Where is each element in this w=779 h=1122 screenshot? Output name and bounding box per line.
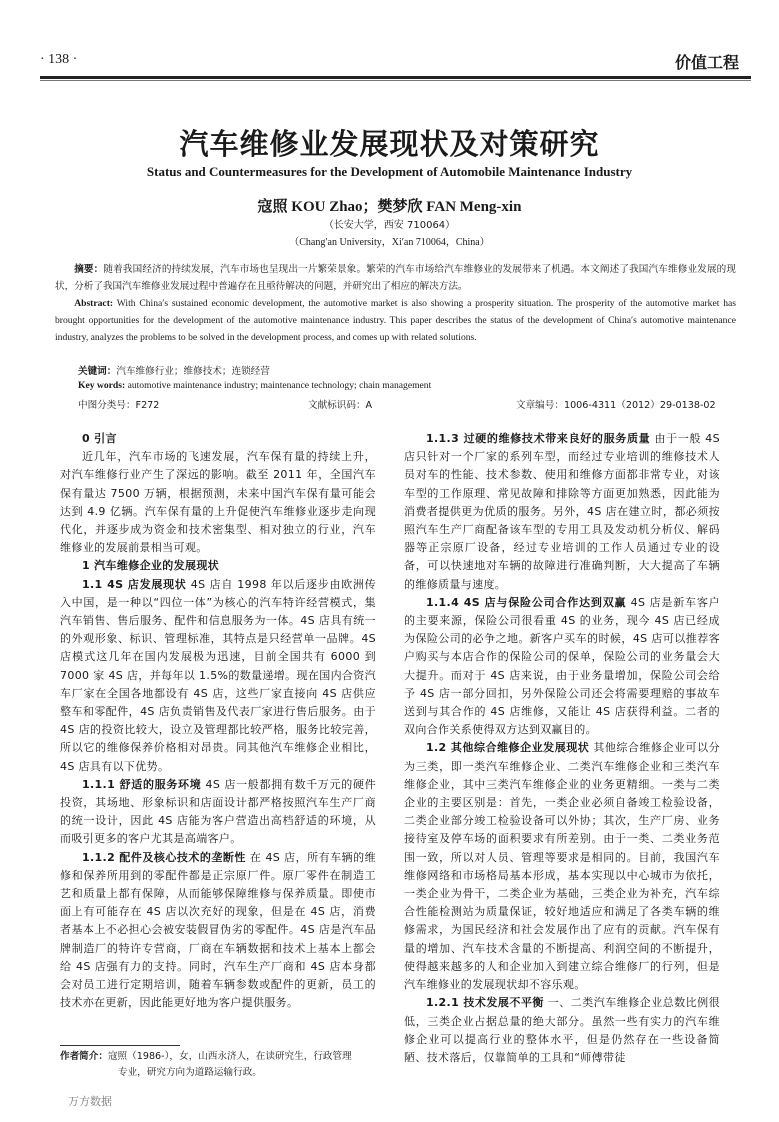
paragraph-text: 4S 店一般都拥有数千万元的硬件投资，其场地、形象标识和店面设计都严格按照汽车生产厂商的统一设计，因此 4S 店能为客户营造出高档舒适的环境，从而吸引更多的客户尤其是高端客户。	[60, 777, 376, 846]
subsection-heading: 1.1.1 舒适的服务环境	[82, 777, 202, 791]
page-number: · 138 ·	[40, 52, 78, 67]
document-code: 文献标识码：A	[308, 400, 373, 411]
abstract-chinese	[55, 261, 736, 295]
body-paragraph	[404, 739, 720, 994]
keywords-cn-text: 汽车维修行业；维修技术；连锁经营	[116, 366, 270, 377]
body-paragraph	[60, 776, 376, 849]
keywords-english	[78, 380, 431, 391]
paragraph-text: 4S 店是新车客户的主要来源，保险公司很看重 4S 的业务，现今 4S 店已经成为保险公司的必争之地。新客户买车的时候，4S 店可以推荐客户购买与本店合作的保险公司的保单，保险公司的业务量会大大提升。而对于 4S 店来说，由于业务量增加，保险公司会给予 4S 店一部分回扣，另外保险公司还会将需要理赔的事故车送到与其合作的 4S 店维修，又能让 4S 店获得利益。二者的双向合作关系使得双方达到双赢目的。	[404, 595, 720, 737]
right-column	[404, 430, 720, 1067]
abstract-en-label: Abstract:	[74, 298, 114, 309]
watermark: 万方数据	[68, 1096, 112, 1108]
abstract-cn-label: 摘要：	[74, 264, 104, 275]
journal-name: 价值工程	[674, 53, 739, 72]
keywords-cn-label: 关键词：	[78, 366, 117, 377]
header-rule-thin	[40, 80, 751, 81]
subsection-heading: 1.1 4S 店发展现状	[82, 577, 187, 591]
subsection-heading: 1.2 其他综合维修企业发展现状	[426, 741, 590, 755]
paragraph-text: 由于一般 4S 店只针对一个厂家的系列车型，而经过专业培训的维修技术人员对车的性能、技术参数、使用和维修方面都非常专业，对该车型的工作原理、常见故障和排除等方面更加熟悉，因此能为消费者提供更为优质的服务。另外，4S 店在建立时，都必须按照汽车生产厂商配备该车型的专用工具及发动机分析仪、解码器等正宗原厂设备，经过专业培训的工作人员通过专业的设备，可以快速地对车辆的故障进行准确判断，大大提高了车辆的维修质量与速度。	[404, 432, 720, 591]
section-heading: 1 汽车维修企业的发展现状	[82, 559, 220, 573]
section-heading: 0 引言	[82, 432, 117, 445]
subsection-heading: 1.1.3 过硬的维修技术带来良好的服务质量	[426, 432, 651, 445]
paragraph-text: 其他综合维修企业可以分为三类，即一类汽车维修企业、二类汽车维修企业和三类汽车维修企业，其中三类汽车维修企业的业务更精细。一类与二类企业的主要区别是：首先，一类企业必须自备竣工检验设备，二类企业部分竣工检验设备可以外协；其次，生产厂房、业务接待室及停车场的面积要求有所差别。由于一类、二类业务范围一致，所以对人员、管理等要求是相同的。目前，我国汽车维修网络和市场格局基本形成，基本实现以中心城市为依托，一类企业为骨干，二类企业为基础，三类企业为补充，汽车综合性能检测站为质量保证，较好地适应和满足了各类车辆的维修需求，为国民经济和社会发展作出了应有的贡献。汽车保有量的增加、汽车技术含量的不断提高、利润空间的不断提升，使得越来越多的人和企业加入到建立综合维修厂的行列，但是汽车维修业的发展现状却不容乐观。	[404, 741, 720, 992]
paragraph-text: 近几年，汽车市场的飞速发展，汽车保有量的持续上升，对汽车维修行业产生了深远的影响。截至 2011 年，全国汽车保有量达 7500 万辆，根据预测，未来中国汽车保有量可能会达到 4.9 亿辆。汽车保有量的上升促使汽车维修业逐步走向现代化，并逐步成为资金和技术密集型、相对独立的行业，汽车维修业的发展前景相当可观。	[60, 450, 376, 555]
keywords-en-label: Key words:	[78, 380, 126, 391]
subsection-heading: 1.2.1 技术发展不平衡	[426, 996, 544, 1010]
header-rule	[40, 76, 751, 79]
author-footnote	[60, 1049, 390, 1081]
affiliation-english: （Chang′an University，Xi′an 710064，China）	[289, 237, 490, 248]
footnote-line2: 专业，研究方向为道路运输行政。	[118, 1067, 262, 1078]
abstract-english	[55, 295, 736, 346]
subsection-heading: 1.1.4 4S 店与保险公司合作达到双赢	[426, 595, 627, 609]
clc-number: 中图分类号：F272	[78, 400, 160, 411]
title-english: Status and Countermeasures for the Development of Automobile Maintenance Industry	[146, 164, 633, 179]
article-number: 文章编号：1006-4311（2012）29-0138-02	[516, 400, 716, 411]
keywords-chinese	[78, 363, 270, 377]
authors: 寇照 KOU Zhao；樊梦欣 FAN Meng-xin	[257, 199, 522, 215]
footnote-rule	[60, 1045, 180, 1046]
paragraph-text: 一、二类汽车维修企业总数比例很低，三类企业占据总量的绝大部分。虽然一些有实力的汽车维修企业可以提高行业的整体水平，但是仍然存在一些设备简陋、技术落后，仅靠简单的工具和“师傅带徒	[404, 996, 720, 1064]
body-paragraph	[404, 994, 720, 1067]
body-paragraph	[60, 448, 376, 557]
body-paragraph	[60, 849, 376, 1013]
title-chinese: 汽车维修业发展现状及对策研究	[179, 127, 600, 161]
keywords-en-text: automotive maintenance industry; maintenance technology; chain management	[125, 380, 432, 391]
subsection-heading: 1.1.2 配件及核心技术的垄断性	[82, 850, 246, 864]
paragraph-text: 4S 店自 1998 年以后逐步由欧洲传入中国，是一种以“四位一体”为核心的汽车特许经营模式，集汽车销售、售后服务、配件和信息服务为一体。4S 店具有统一的外观形象、标识、管理标准，其特点是只经营单一品牌。4S 店模式这几年在国内发展极为迅速，目前全国共有 6000 到 7000 家 4S 店，并每年以 1.5%的数量递增。现在国内合资汽车厂家在全国各地都设有 4S 店，这些厂家直接向 4S 店供应整车和零配件，4S 店负责销售及代表厂家进行售后服务。由于 4S 店的投资比较大，设立及管理都比较严格，服务比较完善，所以它的维修保养价格相对昂贵。同其他汽车维修企业相比，4S 店具有以下优势。	[60, 577, 377, 773]
left-column	[60, 430, 376, 1013]
paragraph-text: 在 4S 店，所有车辆的维修和保养所用到的零配件都是正宗原厂件。原厂零件在制造工艺和质量上都有保障，从而能够保障维修与保养质量。即使市面上有可能存在 4S 店以次充好的现象，但是在 4S 店，消费者基本上不必担心会被安装假冒伪劣的零配件。4S 店是汽车品牌制造厂的特许专营商，厂商在车辆数据和技术上基本上都会给 4S 店强有力的支持。同时，汽车生产厂商和 4S 店本身都会对员工进行定期培训，随着车辆参数或配件的更新，员工的技术亦在更新，因此能更好地为客户提供服务。	[60, 850, 376, 1010]
footnote-label: 作者简介：	[60, 1051, 108, 1062]
body-paragraph	[60, 576, 376, 776]
body-paragraph	[404, 594, 720, 740]
abstract-cn-text: 随着我国经济的持续发展，汽车市场也呈现出一片繁荣景象。繁荣的汽车市场给汽车维修业的发展带来了机遇。本文阐述了我国汽车维修业发展的现状，分析了我国汽车维修业发展过程中普遍存在且亟待解决的问题，并研究出了相应的解决方法。	[55, 264, 737, 292]
affiliation-chinese: （长安大学，西安 710064）	[323, 220, 456, 231]
abstract-en-text: With China′s sustained economic development, the automotive market is also showing a prosperity situation. The prosperity of the automotive market has brought opportunities for the development of the automotive maintenance industry. This paper describes the status of the development of China′s automotive maintenance industry, analyzes the problems to be solved in the development process, and comes up with related solutions.	[55, 298, 736, 343]
body-paragraph	[404, 430, 720, 594]
footnote-line1: 寇照（1986-），女，山西永济人，在读研究生，行政管理	[107, 1051, 352, 1062]
